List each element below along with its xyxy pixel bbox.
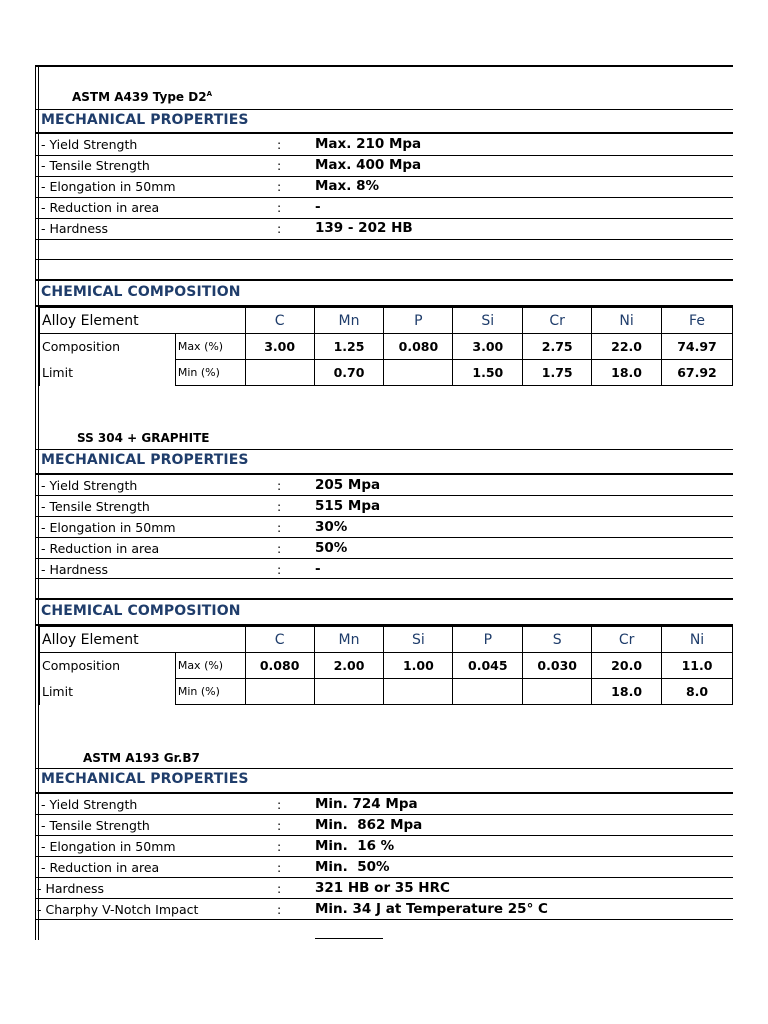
- element-header: Si: [453, 308, 523, 334]
- prop-row-hardness: [35, 878, 733, 899]
- prop-colon: :: [277, 839, 282, 854]
- chem-heading-1: CHEMICAL COMPOSITION: [41, 284, 241, 300]
- prop-colon: :: [277, 221, 282, 236]
- prop-value: 321 HB or 35 HRC: [315, 880, 450, 896]
- prop-row-hardness: [35, 218, 733, 239]
- element-header: P: [453, 627, 523, 653]
- limit-label: Limit: [40, 679, 176, 705]
- table-cell: 20.0: [592, 653, 662, 679]
- mech-heading-3: MECHANICAL PROPERTIES: [41, 771, 249, 787]
- table-cell: 18.0: [592, 360, 662, 386]
- prop-value: Min. 862 Mpa: [315, 817, 423, 833]
- prop-label: - Yield Strength: [41, 137, 138, 152]
- prop-value: 30%: [315, 519, 348, 535]
- prop-colon: :: [277, 137, 282, 152]
- table-cell: 18.0: [592, 679, 662, 705]
- prop-value: -: [315, 561, 321, 577]
- prop-label: - Charphy V-Notch Impact: [37, 902, 199, 917]
- prop-value: Min. 34 J at Temperature 25° C: [315, 901, 548, 917]
- prop-row-tensile: [35, 496, 733, 517]
- element-header: Mn: [314, 627, 384, 653]
- table-cell: 0.080: [245, 653, 314, 679]
- prop-value: Max. 8%: [315, 178, 379, 194]
- prop-value: Min. 50%: [315, 859, 390, 875]
- table-cell: [453, 679, 523, 705]
- element-header: P: [384, 308, 453, 334]
- max-label: Max (%): [175, 334, 245, 360]
- title-superscript: A: [206, 90, 212, 98]
- prop-colon: :: [277, 520, 282, 535]
- table-cell: 0.70: [314, 360, 384, 386]
- prop-colon: :: [277, 478, 282, 493]
- table-cell: 1.00: [384, 653, 453, 679]
- element-header: Si: [384, 627, 453, 653]
- sheet-top-border: [35, 65, 733, 67]
- prop-label: - Tensile Strength: [41, 818, 150, 833]
- table-cell: 2.75: [523, 334, 592, 360]
- table-cell: [523, 679, 592, 705]
- prop-row-impact: [35, 899, 733, 920]
- composition-table-2: [39, 626, 733, 705]
- table-row-min: [40, 679, 733, 705]
- prop-value: Min. 724 Mpa: [315, 796, 418, 812]
- prop-label: - Yield Strength: [41, 797, 138, 812]
- table-cell: 1.75: [523, 360, 592, 386]
- table-cell: 22.0: [592, 334, 662, 360]
- rule: [35, 259, 733, 260]
- table-cell: 1.25: [314, 334, 384, 360]
- element-header: Mn: [314, 308, 384, 334]
- max-label: Max (%): [175, 653, 245, 679]
- spec-sheet: [35, 65, 733, 940]
- element-header: S: [523, 627, 592, 653]
- prop-colon: :: [277, 797, 282, 812]
- prop-row-elongation: [35, 517, 733, 538]
- composition-label: Composition: [40, 334, 176, 360]
- composition-table-1: [39, 307, 733, 386]
- prop-value: 50%: [315, 540, 348, 556]
- rule: [35, 598, 733, 600]
- prop-row-yield: [35, 134, 733, 155]
- prop-row-yield: [35, 794, 733, 815]
- prop-label: - Reduction in area: [41, 200, 160, 215]
- prop-label: - Hardness: [37, 881, 105, 896]
- table-header-row: [40, 627, 733, 653]
- prop-row-tensile: [35, 155, 733, 176]
- prop-label: - Tensile Strength: [41, 158, 150, 173]
- prop-value: Max. 400 Mpa: [315, 157, 422, 173]
- prop-row-hardness: [35, 559, 733, 580]
- table-cell: 67.92: [662, 360, 733, 386]
- prop-colon: :: [277, 562, 282, 577]
- table-cell: 1.50: [453, 360, 523, 386]
- prop-colon: :: [277, 818, 282, 833]
- rule: [35, 919, 733, 920]
- rule: [35, 239, 733, 240]
- element-header: C: [245, 627, 314, 653]
- prop-colon: :: [277, 158, 282, 173]
- table-cell: 0.045: [453, 653, 523, 679]
- prop-colon: :: [277, 179, 282, 194]
- prop-label: - Yield Strength: [41, 478, 138, 493]
- prop-colon: :: [277, 499, 282, 514]
- table-row-max: [40, 653, 733, 679]
- prop-row-elongation: [35, 836, 733, 857]
- table-header-row: [40, 308, 733, 334]
- prop-label: - Elongation in 50mm: [41, 839, 176, 854]
- composition-label: Composition: [40, 653, 176, 679]
- table-cell: [314, 679, 384, 705]
- prop-value: -: [315, 199, 321, 215]
- min-label: Min (%): [175, 679, 245, 705]
- prop-row-elongation: [35, 176, 733, 197]
- prop-value: 139 - 202 HB: [315, 220, 413, 236]
- table-row-max: [40, 334, 733, 360]
- table-cell: 0.030: [523, 653, 592, 679]
- rule: [35, 449, 733, 450]
- element-header: Ni: [592, 308, 662, 334]
- prop-value: Max. 210 Mpa: [315, 136, 422, 152]
- element-header: C: [245, 308, 314, 334]
- prop-label: - Hardness: [41, 562, 109, 577]
- material-title-a193: ASTM A193 Gr.B7: [83, 751, 200, 765]
- table-cell: 11.0: [662, 653, 733, 679]
- material-title-ss304: SS 304 + GRAPHITE: [77, 431, 210, 445]
- prop-label: - Tensile Strength: [41, 499, 150, 514]
- element-header: Fe: [662, 308, 733, 334]
- table-cell: [245, 679, 314, 705]
- prop-label: - Elongation in 50mm: [41, 179, 176, 194]
- rule: [35, 279, 733, 281]
- signature-line: [315, 938, 383, 939]
- prop-row-yield: [35, 475, 733, 496]
- table-cell: 2.00: [314, 653, 384, 679]
- rule: [35, 768, 733, 769]
- element-header: Cr: [592, 627, 662, 653]
- chem-heading-2: CHEMICAL COMPOSITION: [41, 603, 241, 619]
- table-cell: [245, 360, 314, 386]
- mech-heading-2: MECHANICAL PROPERTIES: [41, 452, 249, 468]
- prop-colon: :: [277, 881, 282, 896]
- alloy-element-label: Alloy Element: [40, 308, 246, 334]
- material-title-a439: ASTM A439 Type $D2^A$: [72, 90, 212, 104]
- prop-colon: :: [277, 902, 282, 917]
- prop-label: - Reduction in area: [41, 860, 160, 875]
- prop-row-reduction: [35, 857, 733, 878]
- prop-value: Min. 16 %: [315, 838, 395, 854]
- table-cell: 3.00: [453, 334, 523, 360]
- prop-row-tensile: [35, 815, 733, 836]
- prop-colon: :: [277, 200, 282, 215]
- min-label: Min (%): [175, 360, 245, 386]
- prop-row-reduction: [35, 197, 733, 218]
- rule: [35, 578, 733, 579]
- table-cell: 3.00: [245, 334, 314, 360]
- prop-value: 205 Mpa: [315, 477, 381, 493]
- table-cell: [384, 679, 453, 705]
- element-header: Ni: [662, 627, 733, 653]
- table-cell: 8.0: [662, 679, 733, 705]
- prop-value: 515 Mpa: [315, 498, 381, 514]
- prop-colon: :: [277, 860, 282, 875]
- table-row-min: [40, 360, 733, 386]
- prop-label: - Elongation in 50mm: [41, 520, 176, 535]
- prop-row-reduction: [35, 538, 733, 559]
- table-cell: 74.97: [662, 334, 733, 360]
- prop-colon: :: [277, 541, 282, 556]
- mech-heading-1: MECHANICAL PROPERTIES: [41, 112, 249, 128]
- table-cell: 0.080: [384, 334, 453, 360]
- prop-label: - Hardness: [41, 221, 109, 236]
- element-header: Cr: [523, 308, 592, 334]
- limit-label: Limit: [40, 360, 176, 386]
- rule: [35, 109, 733, 110]
- table-cell: [384, 360, 453, 386]
- alloy-element-label: Alloy Element: [40, 627, 246, 653]
- prop-label: - Reduction in area: [41, 541, 160, 556]
